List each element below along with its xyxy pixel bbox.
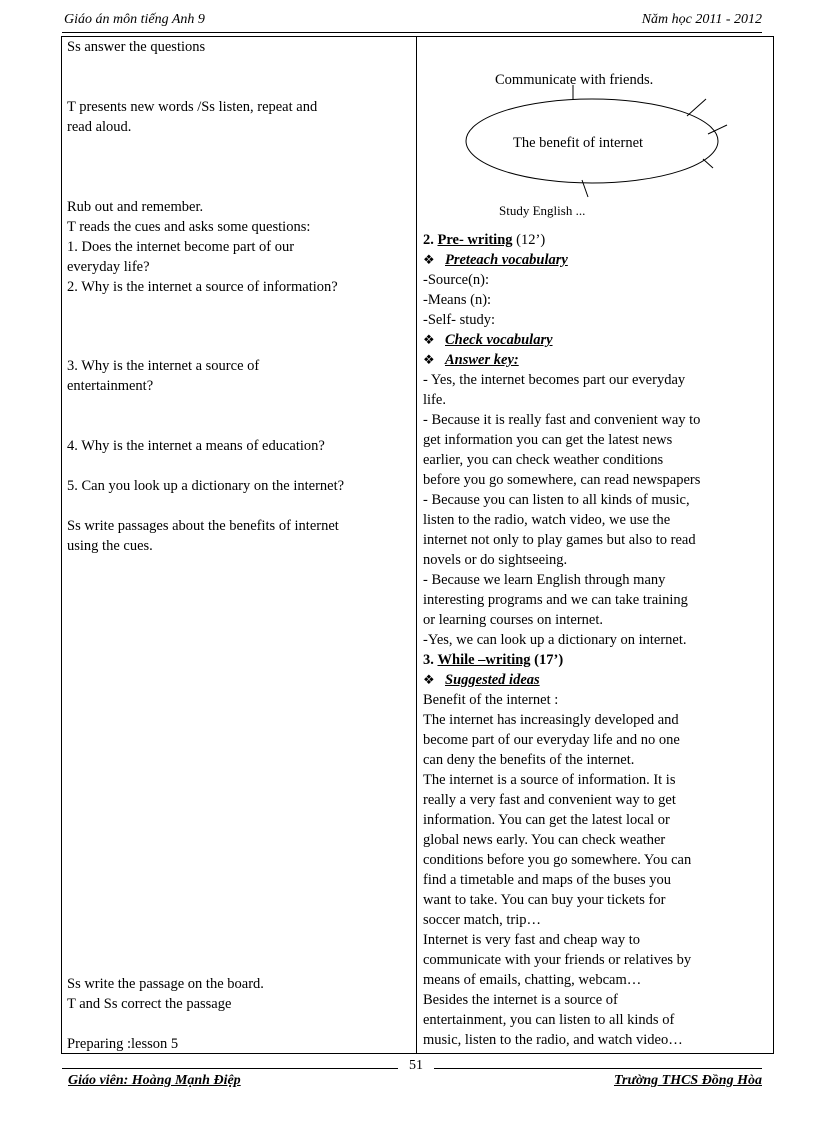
header-school-year: Năm học 2011 - 2012 xyxy=(641,12,762,27)
right-column xyxy=(417,37,774,1054)
right-line: internet not only to play games but also to read xyxy=(423,532,696,548)
right-line: music, listen to the radio, and watch video… xyxy=(423,1032,683,1048)
right-line: -Yes, we can look up a dictionary on internet. xyxy=(423,632,687,648)
left-line: Ss write passages about the benefits of internet xyxy=(67,518,339,534)
mind-map-center-label: The benefit of internet xyxy=(513,135,644,151)
left-line: everyday life? xyxy=(67,259,150,275)
mind-map-branch xyxy=(708,125,727,134)
left-line: Ss write the passage on the board. xyxy=(67,976,264,992)
subheading: Preteach vocabulary xyxy=(445,252,568,268)
right-line: listen to the radio, watch video, we use the xyxy=(423,512,671,528)
mind-map-diagram xyxy=(417,37,774,237)
left-line: Ss answer the questions xyxy=(67,39,206,55)
subheading: Suggested ideas xyxy=(445,672,540,688)
left-line: entertainment? xyxy=(67,378,154,394)
left-line: T reads the cues and asks some questions: xyxy=(67,219,311,235)
answer-heading xyxy=(423,350,519,370)
right-line: earlier, you can check weather conditions xyxy=(423,452,664,468)
left-line: T and Ss correct the passage xyxy=(67,996,232,1012)
footer-rule-left xyxy=(62,1068,398,1069)
right-line: - Yes, the internet becomes part our everyday xyxy=(423,372,686,388)
left-line: 4. Why is the internet a means of education? xyxy=(67,438,325,454)
right-line: novels or do sightseeing. xyxy=(423,552,568,568)
footer-rule-right xyxy=(434,1068,762,1069)
check-heading xyxy=(423,330,553,350)
diamond-bullet-icon: ❖ xyxy=(423,252,435,267)
lesson-table xyxy=(61,36,774,1054)
preteach-heading xyxy=(423,250,568,270)
right-line: can deny the benefits of the internet. xyxy=(423,752,635,768)
right-line: life. xyxy=(423,392,446,408)
while-writing-heading xyxy=(423,650,563,670)
left-line: 1. Does the internet become part of our xyxy=(67,239,295,255)
left-line: Rub out and remember. xyxy=(67,199,204,215)
right-line: communicate with your friends or relatives by xyxy=(423,952,692,968)
left-line: read aloud. xyxy=(67,119,132,135)
left-line: using the cues. xyxy=(67,538,153,554)
diamond-bullet-icon: ❖ xyxy=(423,352,435,367)
right-line: interesting programs and we can take training xyxy=(423,592,688,608)
right-line: Besides the internet is a source of xyxy=(423,992,618,1008)
footer-school: Trường THCS Đồng Hòa xyxy=(613,1073,762,1088)
header-subject: Giáo án môn tiếng Anh 9 xyxy=(64,12,205,27)
page-number: 51 xyxy=(409,1058,423,1073)
right-line: - Because you can listen to all kinds of music, xyxy=(423,492,690,508)
right-line: global news early. You can check weather xyxy=(423,832,666,848)
right-line: find a timetable and maps of the buses you xyxy=(423,872,672,888)
right-line: Internet is very fast and cheap way to xyxy=(423,932,641,948)
right-line: or learning courses on internet. xyxy=(423,612,603,628)
right-line: entertainment, you can listen to all kinds of xyxy=(423,1012,675,1028)
left-line: 3. Why is the internet a source of xyxy=(67,358,260,374)
mind-map-top-label: Communicate with friends. xyxy=(495,72,654,88)
section-time: (17’) xyxy=(530,652,564,668)
left-line: 2. Why is the internet a source of information? xyxy=(67,279,338,295)
right-line: The internet is a source of information. It is xyxy=(423,772,676,788)
section-title: While –writing xyxy=(437,652,531,668)
right-line: The internet has increasingly developed and xyxy=(423,712,679,728)
section-time: (12’) xyxy=(512,232,546,248)
right-line: really a very fast and convenient way to get xyxy=(423,792,676,808)
right-line: -Self- study: xyxy=(423,312,496,328)
pre-writing-heading xyxy=(423,230,545,250)
left-column xyxy=(62,37,417,1054)
right-line: soccer match, trip… xyxy=(423,912,541,928)
subheading: Answer key: xyxy=(445,352,519,368)
diamond-bullet-icon: ❖ xyxy=(423,672,435,687)
header-rule xyxy=(62,32,762,33)
suggested-heading xyxy=(423,670,540,690)
right-line: get information you can get the latest news xyxy=(423,432,673,448)
section-number: 2. xyxy=(423,232,434,248)
right-line: conditions before you go somewhere. You can xyxy=(423,852,692,868)
right-line: -Source(n): xyxy=(423,272,490,288)
right-line: means of emails, chatting, webcam… xyxy=(423,972,642,988)
section-number: 3. xyxy=(423,652,434,668)
right-line: - Because it is really fast and convenient way to xyxy=(423,412,701,428)
diamond-bullet-icon: ❖ xyxy=(423,332,435,347)
footer-teacher: Giáo viên: Hoàng Mạnh Điệp xyxy=(68,1073,241,1088)
left-line: 5. Can you look up a dictionary on the internet? xyxy=(67,478,345,494)
section-title: Pre- writing xyxy=(437,232,513,248)
right-line: want to take. You can buy your tickets for xyxy=(423,892,666,908)
left-line: Preparing :lesson 5 xyxy=(67,1036,179,1052)
right-line: information. You can get the latest local or xyxy=(423,812,670,828)
subheading: Check vocabulary xyxy=(445,332,553,348)
right-line: - Because we learn English through many xyxy=(423,572,666,588)
mind-map-branch xyxy=(687,99,706,116)
right-line: become part of our everyday life and no one xyxy=(423,732,680,748)
mind-map-branch xyxy=(703,159,713,168)
right-line: -Means (n): xyxy=(423,292,492,308)
mind-map-bottom-label: Study English ... xyxy=(499,203,586,218)
right-line: Benefit of the internet : xyxy=(423,692,559,708)
left-line: T presents new words /Ss listen, repeat and xyxy=(67,99,318,115)
right-line: before you go somewhere, can read newspapers xyxy=(423,472,701,488)
